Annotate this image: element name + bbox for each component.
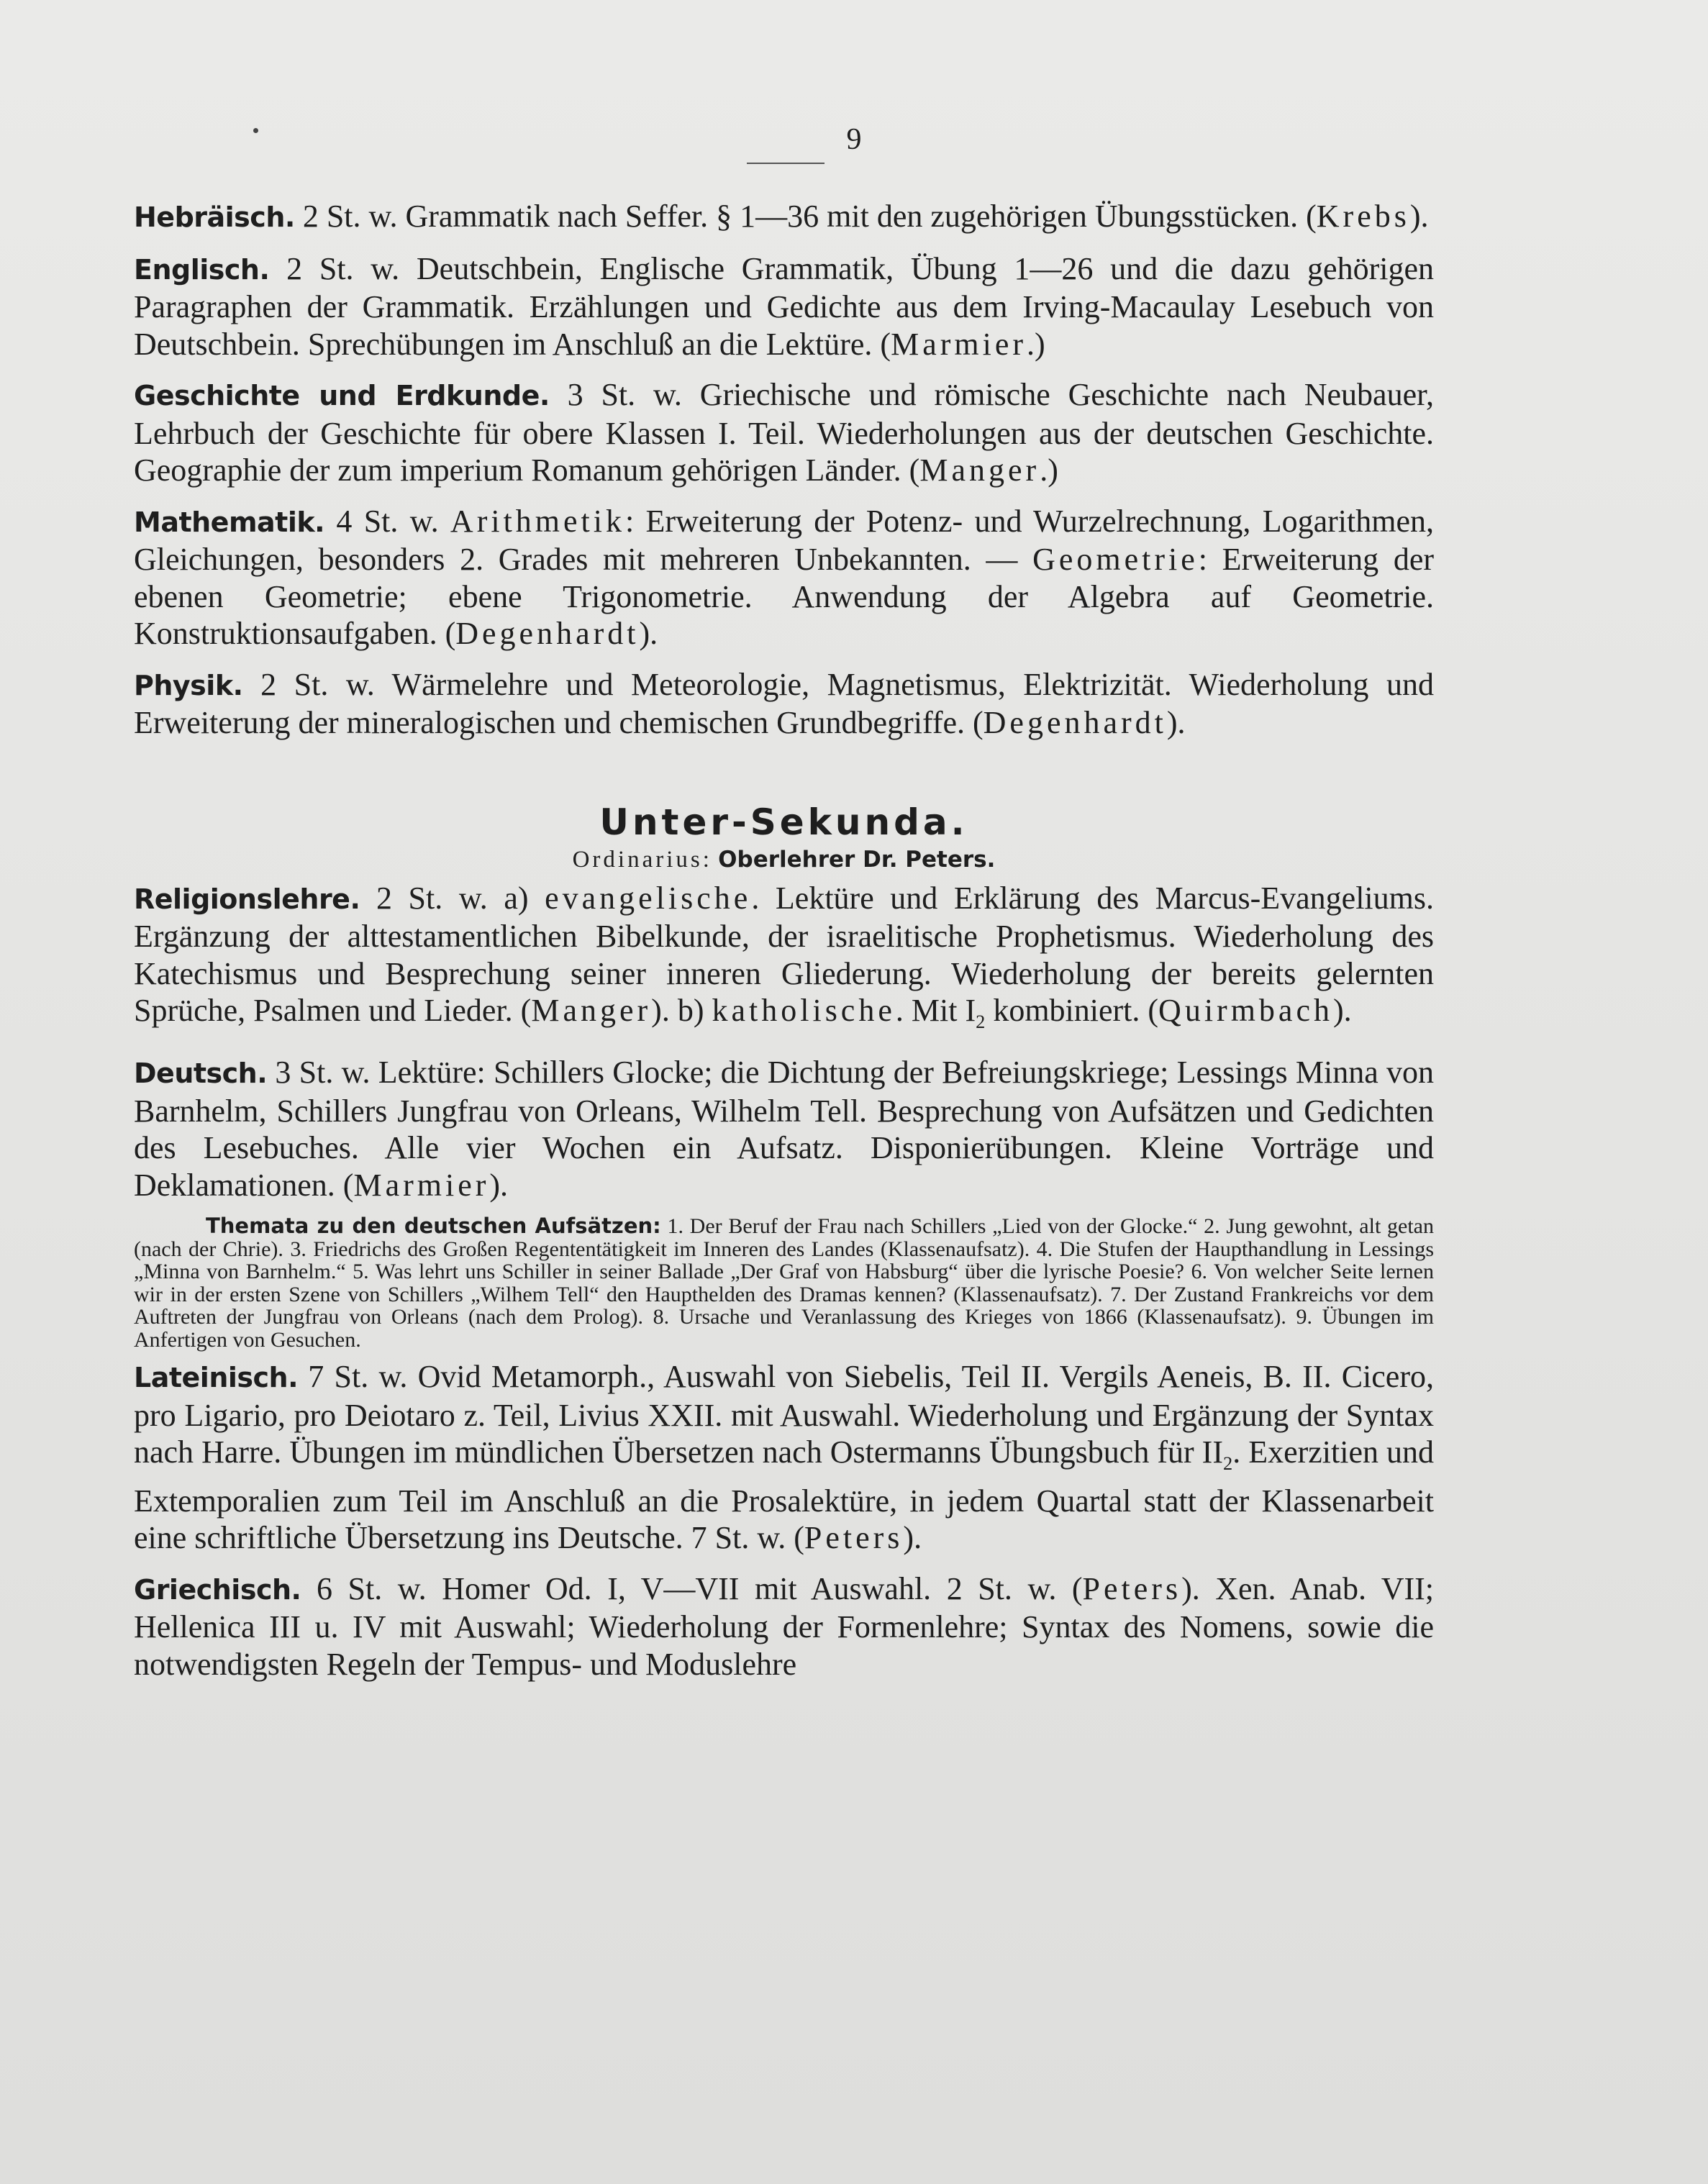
teacher-name: Marmier: [353, 1167, 490, 1203]
teacher-name: Peters: [804, 1520, 904, 1556]
subject-heading: Deutsch.: [134, 1057, 268, 1090]
teacher-name: Manger: [919, 452, 1040, 488]
subject-heading: Hebräisch.: [134, 201, 295, 233]
paragraph-religion: Religionslehre. 2 St. w. a) evangelische. Lektüre und Erklärung des Marcus-Evangeliums. Ergänzung der alttestamentlichen Bibelkunde, der israelitische Prophetismus. Wiederholung des Katechismus und Besprechung seiner inneren Gliederung. Wiederholung der bereits gelernten Sprüche, Psalmen und Lieder. (Manger). b) katholische. Mit $I_2$ kombiniert. (Quirmbach).: [134, 880, 1434, 1032]
page-content: [134, 198, 1434, 1683]
paragraph-griechisch: Griechisch. 6 St. w. Homer Od. I, V—VII mit Auswahl. 2 St. w. (Peters). Xen. Anab. VII; Hellenica III u. IV mit Auswahl; Wiederholung der Formenlehre; Syntax des Nomens, sowie die notwendigsten Regeln der Tempus- und Moduslehre: [134, 1570, 1435, 1682]
paragraph-englisch: Englisch. 2 St. w. Deutschbein, Englische Grammatik, Übung 1—26 und die dazu gehörigen Paragraphen der Grammatik. Erzählungen und Gedichte aus dem Irving-Macaulay Lesebuch von Deutschbein. Sprechübungen im Anschluß an die Lektüre. (Marmier.): [134, 250, 1434, 362]
paragraph-latein: Lateinisch. 7 St. w. Ovid Metamorph., Auswahl von Siebelis, Teil II. Vergils Aeneis, B. II. Cicero, pro Ligario, pro Deiotaro z. Teil, Livius XXII. mit Auswahl. Wiederholung und Ergänzung der Syntax nach Harre. Übungen im mündlichen Übersetzen nach Ostermanns Übungsbuch für $II_2$. Exerzitien und Extemporalien zum Teil im Anschluß an die Prosalektüre, in jedem Quartal statt der Klassenarbeit eine schriftliche Übersetzung ins Deutsche. 7 St. w. (Peters).: [134, 1359, 1435, 1556]
subject-heading: Englisch.: [134, 253, 270, 286]
ordinarius-line: Ordinarius: Oberlehrer Dr. Peters.: [572, 846, 996, 873]
subject-heading: Geschichte und Erdkunde.: [134, 380, 550, 411]
page-number-rule: [747, 163, 825, 164]
teacher-name: Manger: [531, 993, 652, 1028]
paragraph-geschichte: Geschichte und Erdkunde. 3 St. w. Griechische und römische Geschichte nach Neubauer, Lehrbuch der Geschichte für obere Klassen I. Teil. Wiederholungen aus der deutschen Geschichte. Geographie der zum imperium Romanum gehörigen Länder. (Manger.): [134, 377, 1434, 488]
subject-heading: Lateinisch.: [134, 1362, 299, 1394]
subject-heading: Griechisch.: [134, 1573, 301, 1606]
subject-heading: Physik.: [134, 669, 243, 701]
themata-label: Themata zu den deutschen Aufsätzen:: [206, 1214, 661, 1239]
paragraph-mathematik: Mathematik. 4 St. w. Arithmetik: Erweiterung der Potenz- und Wurzelrechnung, Logarithmen, Gleichungen, besonders 2. Grades mit mehreren Unbekannten. — Geometrie: Erweiterung der ebenen Geometrie; ebene Trigonometrie. Anwendung der Algebra auf Geometrie. Konstruktionsaufgaben. (Degenhardt).: [134, 503, 1434, 651]
subject-heading: Religionslehre.: [134, 883, 360, 915]
page-number: 9: [846, 123, 862, 156]
teacher-name: Degenhardt: [455, 616, 640, 651]
teacher-name: Quirmbach: [1158, 993, 1333, 1028]
teacher-name: Krebs: [1316, 199, 1410, 234]
paragraph-deutsch: Deutsch. 3 St. w. Lektüre: Schillers Glocke; die Dichtung der Befreiungskriege; Lessings Minna von Barnhelm, Schillers Jungfrau von Orleans, Wilhelm Tell. Besprechung von Aufsätzen und Gedichten des Lesebuches. Alle vier Wochen ein Aufsatz. Disponierübungen. Kleine Vorträge und Deklamationen. (Marmier).: [134, 1055, 1434, 1203]
paragraph-physik: Physik. 2 St. w. Wärmelehre und Meteorologie, Magnetismus, Elektrizität. Wiederholung und Erweiterung der mineralogischen und chemischen Grundbegriffe. (Degenhardt).: [134, 666, 1434, 740]
ordinarius-name: Oberlehrer Dr. Peters.: [718, 846, 996, 873]
subject-heading: Mathematik.: [134, 506, 325, 538]
class-heading: Unter-Sekunda.: [599, 801, 968, 843]
teacher-name: Peters: [1082, 1570, 1182, 1606]
teacher-name: Marmier: [891, 326, 1027, 362]
paragraph-themata: Themata zu den deutschen Aufsätzen: 1. Der Beruf der Frau nach Schillers „Lied von der Glocke.“ 2. Jung gewohnt, alt getan (nach der Chrie). 3. Friedrichs des Großen Regententätigkeit im Inneren des Landes (Klassenaufsatz). 4. Die Stufen der Haupthandlung in Lessings „Minna von Barnhelm.“ 5. Was lehrt uns Schiller in seiner Ballade „Der Graf von Habsburg“ über die lyrische Poesie? 6. Von welcher Seite lernen wir in der ersten Szene von Schillers „Wilhem Tell“ den Haupthelden des Dramas kennen? (Klassenaufsatz). 7. Der Zustand Frankreichs vor dem Auftreten der Jungfrau von Orleans (nach dem Prolog). 8. Ursache und Veranlassung des Krieges von 1866 (Klassenaufsatz). 9. Übungen im Anfertigen von Gesuchen.: [134, 1214, 1434, 1352]
paragraph-hebraeisch: Hebräisch. 2 St. w. Grammatik nach Seffer. § 1—36 mit den zugehörigen Übungsstücken. (Krebs).: [134, 199, 1429, 234]
teacher-name: Degenhardt: [983, 705, 1167, 740]
